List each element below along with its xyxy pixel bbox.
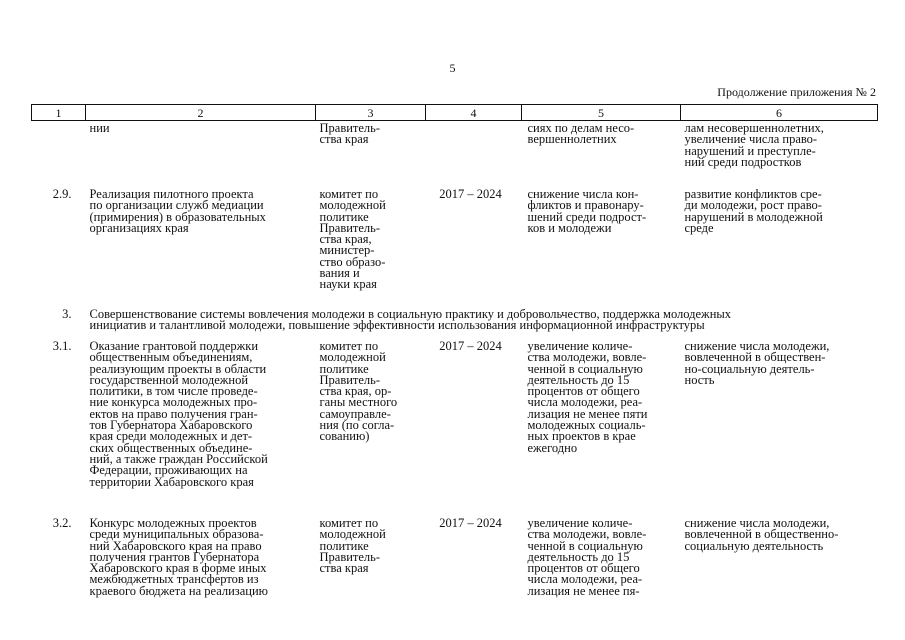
table-header-row bbox=[32, 105, 878, 121]
action-cell: нии bbox=[89, 121, 110, 135]
row-number-cell: 2.9. bbox=[52, 187, 72, 201]
row-number-cell: 3.2. bbox=[52, 516, 72, 530]
row-number-cell: 3.1. bbox=[52, 339, 72, 353]
risk-cell: лам несовершеннолетних, увеличение числа право- нарушений и преступле- ний среди подростков bbox=[684, 121, 824, 169]
table-row-2-9 bbox=[32, 189, 878, 309]
column-header-5: 5 bbox=[522, 105, 681, 121]
risk-cell: развитие конфликтов сре- ди молодежи, рост право- нарушений в молодежной среде bbox=[684, 187, 823, 235]
executor-cell: комитет по молодежной политике Правитель- ства края, министер- ство образо- вания и науки края bbox=[319, 187, 386, 292]
result-cell: снижение числа кон- фликтов и правонару- шений среди подрост- ков и молодежи bbox=[527, 187, 647, 235]
column-header-6: 6 bbox=[681, 105, 878, 121]
risk-cell: снижение числа молодежи, вовлеченной в обществен- но-социальную деятель- ность bbox=[684, 339, 830, 387]
period-cell: 2017 – 2024 bbox=[439, 516, 502, 530]
activities-table bbox=[31, 104, 878, 613]
action-cell: Реализация пилотного проекта по организации служб медиации (примирения) в образовательных организациях края bbox=[89, 187, 266, 235]
period-cell: 2017 – 2024 bbox=[439, 187, 502, 201]
column-header-2: 2 bbox=[86, 105, 316, 121]
table-row-3-1 bbox=[32, 341, 878, 518]
column-header-4: 4 bbox=[426, 105, 522, 121]
row-number-cell bbox=[32, 121, 86, 190]
result-cell: увеличение количе- ства молодежи, вовле- ченной в социальную деятельность до 15 процентов от общего числа молодежи, реа- лизация не менее пяти молодежных социаль- ных проектов в крае ежегодно bbox=[527, 339, 648, 455]
result-cell: сиях по делам несо- вершеннолетних bbox=[527, 121, 635, 147]
column-header-1: 1 bbox=[32, 105, 86, 121]
page-number: 5 bbox=[449, 61, 456, 75]
section-number-cell: 3. bbox=[62, 307, 72, 321]
risk-cell: снижение числа молодежи, вовлеченной в общественно- социальную деятельность bbox=[684, 516, 839, 553]
executor-cell: Правитель- ства края bbox=[319, 121, 381, 147]
column-header-3: 3 bbox=[316, 105, 426, 121]
section-row-3 bbox=[32, 309, 878, 341]
section-title-cell: Совершенствование системы вовлечения молодежи в социальную практику и добровольчество, поддержка молодежных инициатив и талантливой молодежи, повышение эффективности использования информационной инфраструктуры bbox=[89, 307, 732, 333]
period-cell: 2017 – 2024 bbox=[439, 339, 502, 353]
action-cell: Оказание грантовой поддержки общественным объединениям, реализующим проекты в области государственной молодежной политики, в том числе проведе- ние конкурса молодежных про- ектов на право получения гран- тов Губернатора Хабаровского края среди молодежных и дет- ских общественных объедине- ний, а также граждан Российской Федерации, проживающих на территории Хабаровского края bbox=[89, 339, 268, 489]
executor-cell: комитет по молодежной политике Правитель- ства края, ор- ганы местного самоуправле- ния (по согла- сованию) bbox=[319, 339, 398, 444]
result-cell: увеличение количе- ства молодежи, вовле- ченной в социальную деятельность до 15 процентов от общего числа молодежи, реа- лизация не менее пя- bbox=[527, 516, 647, 598]
table-row-3-2 bbox=[32, 518, 878, 613]
continuation-label: Продолжение приложения № 2 bbox=[717, 85, 876, 99]
action-cell: Конкурс молодежных проектов среди муниципальных образова- ний Хабаровского края на право получения грантов Губернатора Хабаровского края в форме иных межбюджетных трансфертов из краевого бюджета на реализацию bbox=[89, 516, 269, 598]
executor-cell: комитет по молодежной политике Правитель- ства края bbox=[319, 516, 386, 576]
period-cell bbox=[426, 121, 522, 190]
table-row-continued bbox=[32, 121, 878, 190]
